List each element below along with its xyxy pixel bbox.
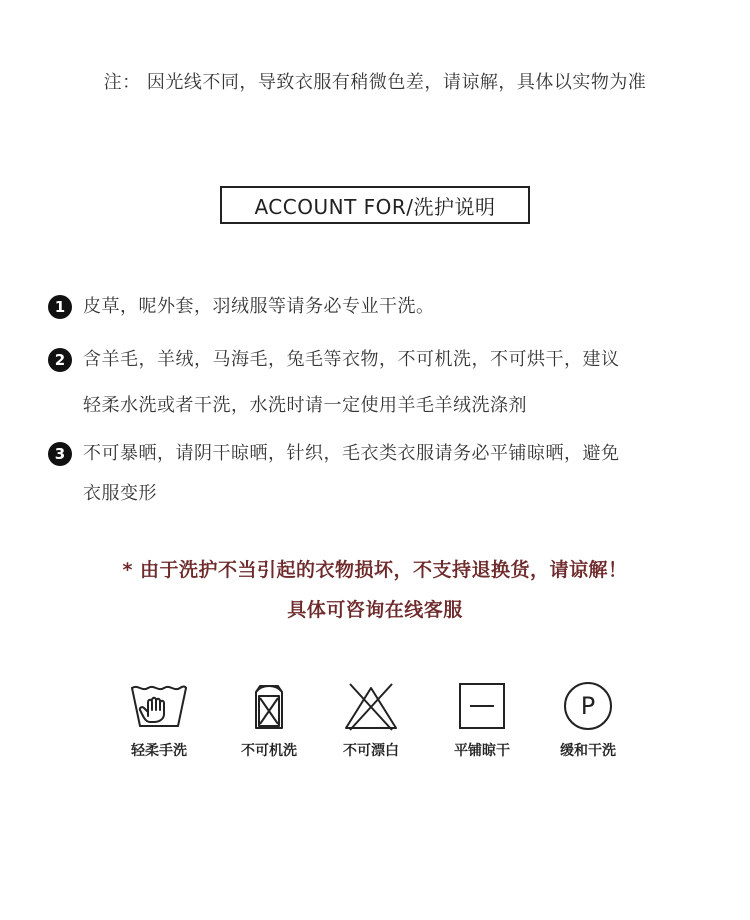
care-heading-text: ACCOUNT FOR/洗护说明 — [254, 194, 496, 219]
care-label-dry-clean: 缓和干洗 — [560, 743, 616, 759]
care-symbol-dry-flat — [427, 680, 537, 760]
no-machine-wash-icon — [238, 680, 300, 732]
care-label-no-bleach: 不可漂白 — [343, 743, 399, 759]
dry-clean-letter: P — [580, 692, 596, 720]
care-symbol-dry-clean — [533, 680, 643, 760]
care-label-dry-flat: 平铺晾干 — [454, 743, 510, 759]
number-badge-3: 3 — [48, 442, 72, 466]
care-symbols-row — [106, 680, 646, 770]
warning-line-1: * 由于洗护不当引起的衣物损坏，不支持退换货，请谅解！ — [122, 559, 628, 581]
care-label-hand-wash: 轻柔手洗 — [131, 743, 187, 759]
care-label-no-machine-wash: 不可机洗 — [241, 743, 297, 759]
care-item-3 — [48, 439, 708, 514]
care-item-1-line-1: 皮草，呢外套，羽绒服等请务必专业干洗。 — [83, 296, 435, 317]
care-item-2 — [48, 345, 708, 429]
care-item-3-text — [83, 434, 620, 514]
care-item-3-line-1: 不可暴晒，请阴干晾晒，针织，毛衣类衣服请务必平铺晾晒，避免 — [83, 443, 620, 464]
return-policy-warning — [0, 550, 750, 630]
care-symbol-no-bleach — [316, 680, 426, 760]
care-item-1 — [48, 292, 708, 322]
care-symbol-hand-wash — [104, 680, 214, 760]
no-bleach-icon — [340, 680, 402, 732]
care-symbol-no-machine-wash — [214, 680, 324, 760]
dry-clean-p-icon — [557, 680, 619, 732]
care-item-3-line-2: 衣服变形 — [83, 483, 157, 504]
care-item-2-line-1: 含羊毛，羊绒，马海毛，兔毛等衣物，不可机洗，不可烘干，建议 — [83, 349, 620, 370]
number-badge-1: 1 — [48, 295, 72, 319]
dry-flat-icon — [451, 680, 513, 732]
care-item-1-text — [83, 292, 435, 322]
hand-wash-icon — [128, 680, 190, 732]
care-heading — [220, 186, 530, 224]
number-badge-2: 2 — [48, 348, 72, 372]
warning-line-2: 具体可咨询在线客服 — [287, 599, 463, 621]
care-item-2-text — [83, 337, 620, 429]
color-difference-note: 注： 因光线不同，导致衣服有稍微色差，请谅解，具体以实物为准 — [103, 72, 647, 93]
care-item-2-line-2: 轻柔水洗或者干洗，水洗时请一定使用羊毛羊绒洗涤剂 — [83, 395, 527, 416]
